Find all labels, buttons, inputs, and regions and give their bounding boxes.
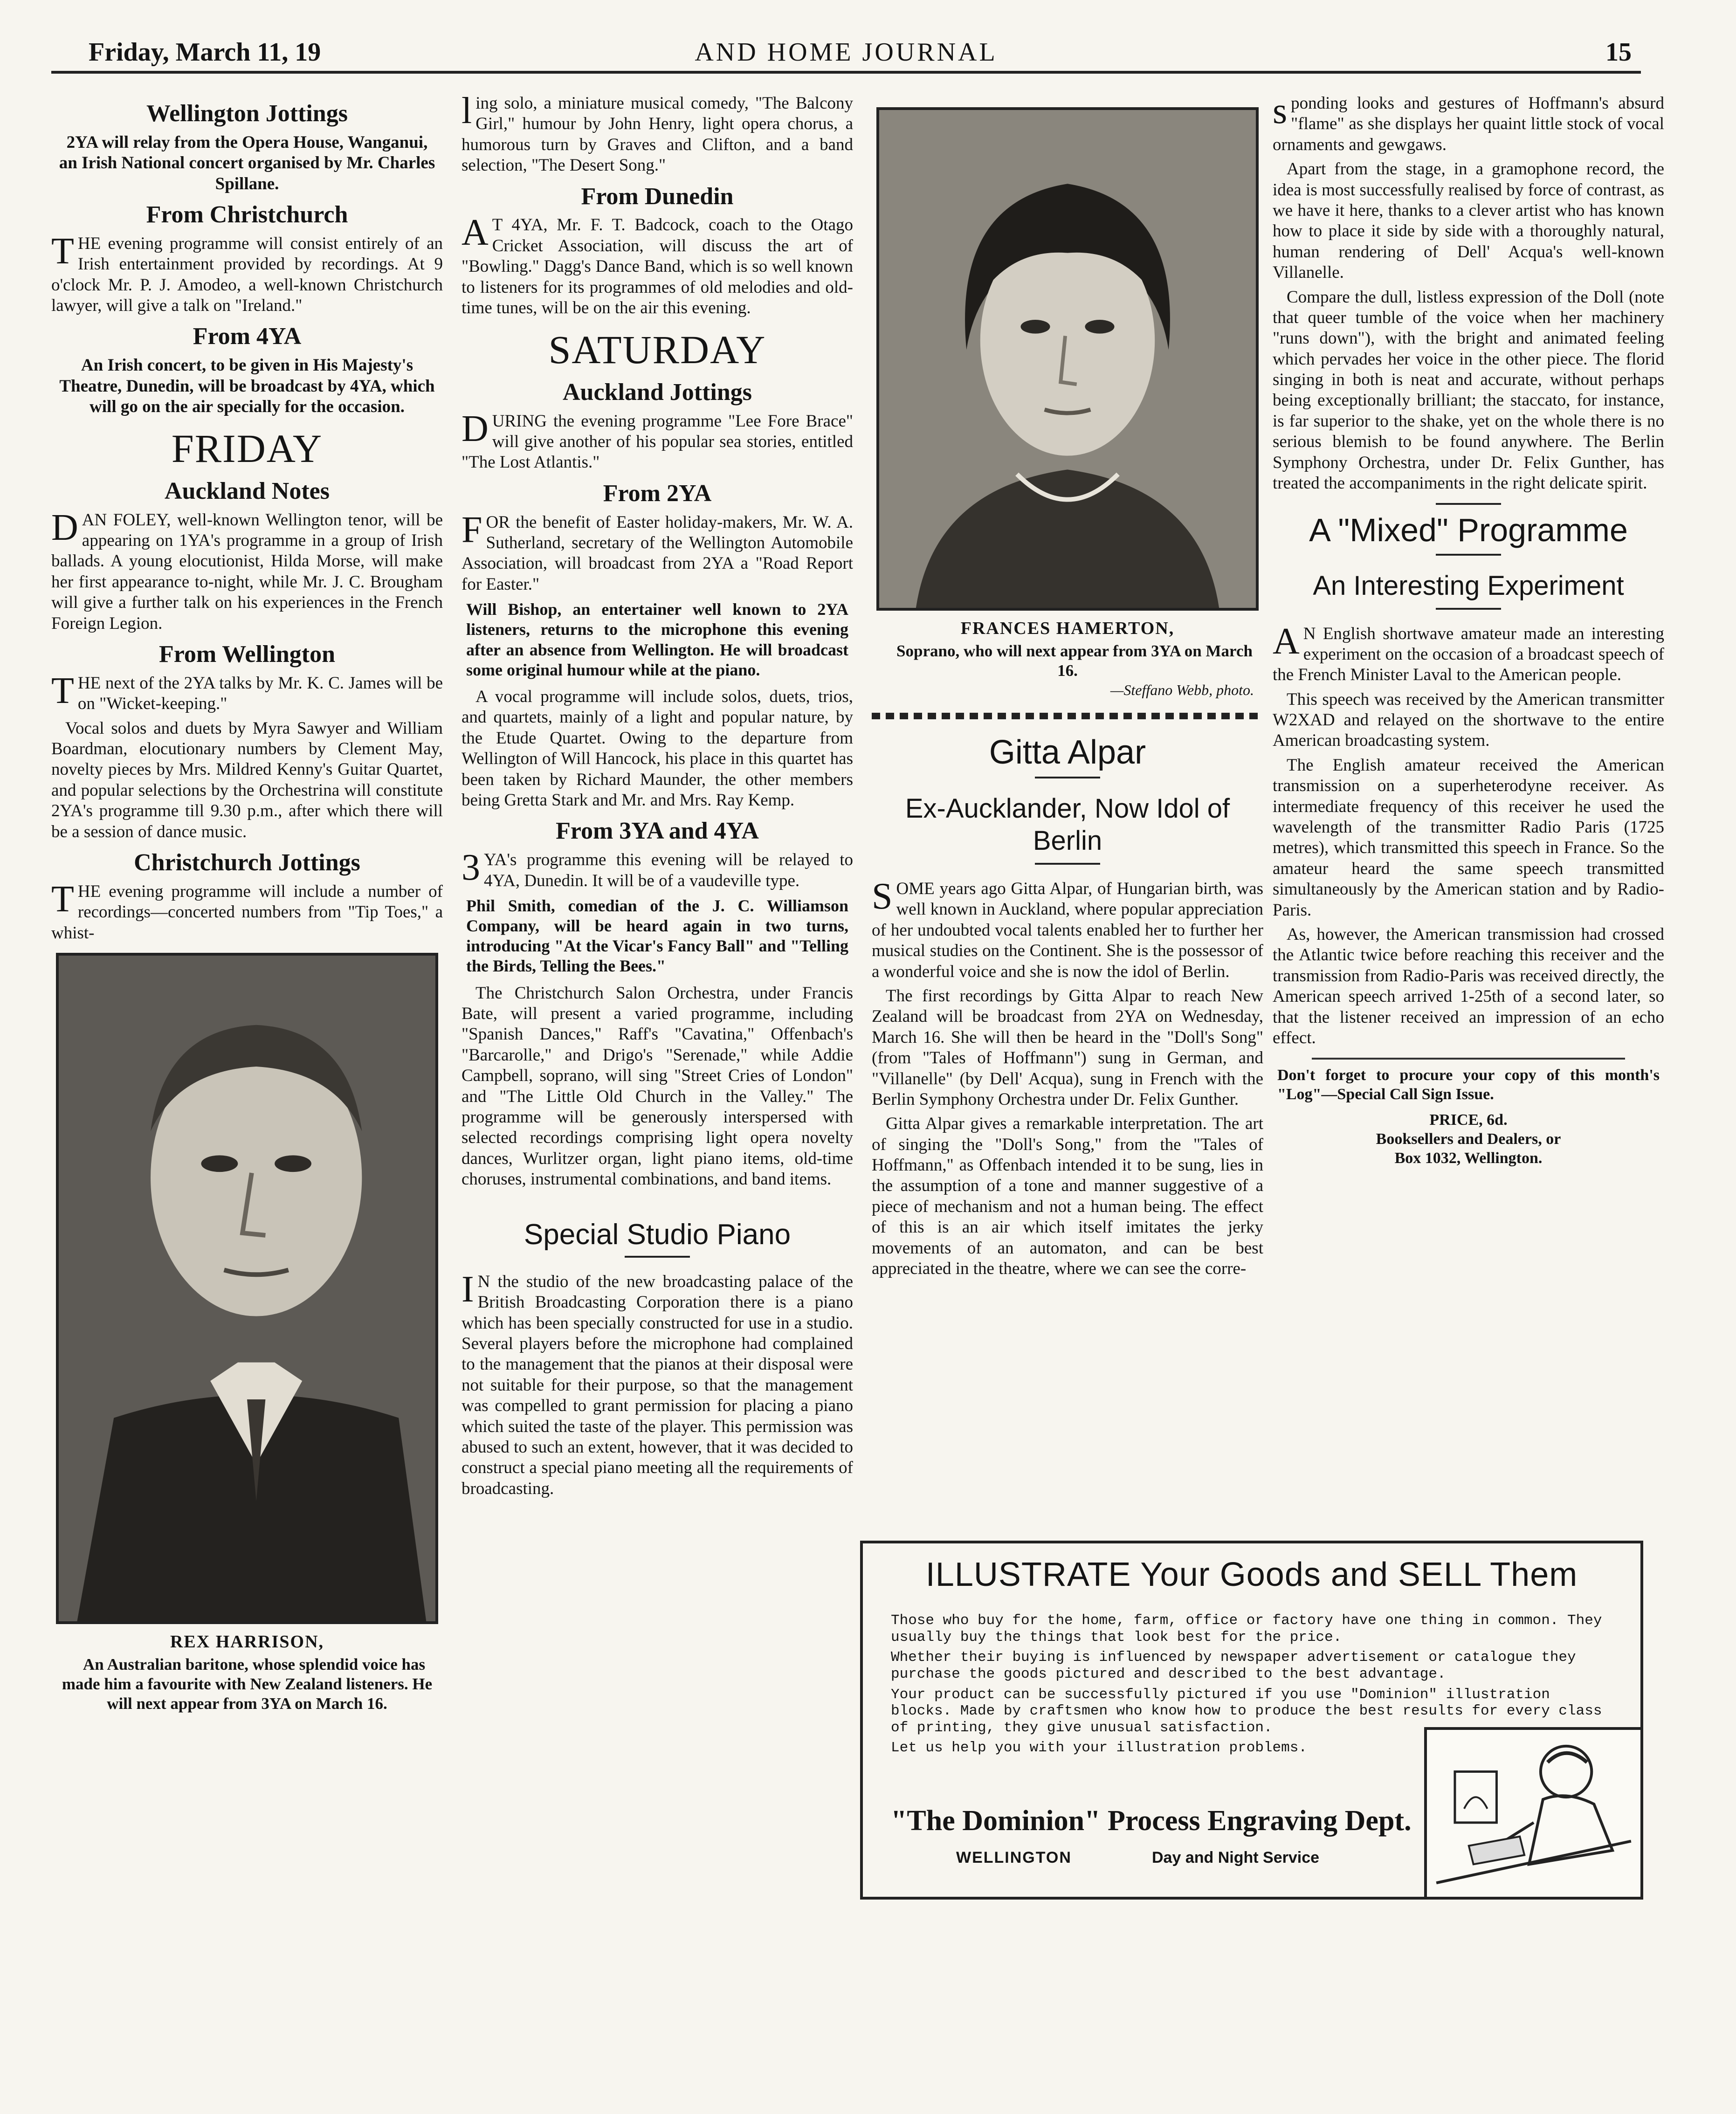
article-paragraph: FOR the benefit of Easter holiday-makers, Mr. W. A. Sutherland, secretary of the Wellington Automobile Association, will broadcast from 2YA a "Road Report for Easter." <box>462 509 853 594</box>
ad-paragraph: Those who buy for the home, farm, office or factory have one thing in common. They usually buy the things that look best for the price. <box>891 1612 1602 1646</box>
article-paragraph: This speech was received by the American transmitter W2XAD and relayed on the shortwave to the entire American broadcasting system. <box>1273 689 1664 751</box>
rex-harrison-photo <box>56 953 438 1624</box>
log-price: PRICE, 6d. <box>1429 1111 1508 1129</box>
section-heading: Auckland Jottings <box>563 379 752 406</box>
article-note: Phil Smith, comedian of the J. C. Williamson Company, will be heard again in two turns, introducing "At the Vicar's Fancy Ball" and "Telling the Birds, Telling the Bees." <box>466 896 848 976</box>
photo-caption: Soprano, who will next appear from 3YA on March 16. <box>896 642 1253 680</box>
title-rule <box>1436 608 1501 610</box>
ad-title: ILLUSTRATE Your Goods and SELL Them <box>925 1556 1578 1593</box>
article-paragraph: Gitta Alpar gives a remarkable interpretation. The art of singing the "Doll's Song," from the "Tales of Hoffmann," as Offenbach intended it to be sung, lies in the assumption of a tone and manner suggestive of a piece of mechanism and not a human being. The effect of this is an air which itself imitates the jerky movements of an automaton, and can be best appreciated in the theatre, where we can see the corre- <box>872 1114 1263 1279</box>
ad-brand: "The Dominion" Process Engraving Dept. <box>891 1805 1412 1837</box>
article-paragraph: DURING the evening programme "Lee Fore Brace" will give another of his popular sea stories, entitled "The Lost Atlantis." <box>462 408 853 472</box>
article-paragraph: DAN FOLEY, well-known Wellington tenor, will be appearing on 1YA's programme in a group of Irish ballads. A young elocutionist, Hilda Morse, will make her first appearance to-night, while Mr. J. C. Brougham will give a further talk on his experiences in the French Foreign Legion. <box>51 507 443 633</box>
divider <box>872 713 1263 719</box>
article-note: An Irish concert, to be given in His Majesty's Theatre, Dunedin, will be broadcast by 4YA, which will go on the air specially for the occasion. <box>59 356 435 416</box>
column-1 <box>51 93 443 2065</box>
day-title: FRIDAY <box>171 426 323 471</box>
ad-paragraph: Let us help you with your illustration problems. <box>891 1740 1307 1756</box>
log-box: Box 1032, Wellington. <box>1394 1149 1543 1167</box>
title-rule <box>1035 777 1100 778</box>
engraving-advertisement <box>860 1541 1643 1900</box>
photo-caption-name: FRANCES HAMERTON, <box>960 619 1175 638</box>
article-paragraph: The Christchurch Salon Orchestra, under Francis Bate, will present a varied programme, including "Spanish Dances," Raff's "Cavatina," Offenbach's "Barcarolle," and Drigo's "Serenade," while Addie Campbell, soprano, will sing "Street Cries of London" and "The Little Old Church in the Valley." The programme will be generously interspersed with selected recordings comprising light opera novelty dances, Wurlitzer organ, light piano items, old-time choruses, instrumental combinations, and band items. <box>462 983 853 1189</box>
article-note: 2YA will relay from the Opera House, Wanganui, an Irish National concert organised by Mr. Charles Spillane. <box>59 132 435 193</box>
ad-paragraph: Whether their buying is influenced by newspaper advertisement or catalogue they purchase the goods pictured and described to the best advantage. <box>891 1649 1576 1682</box>
log-sellers: Booksellers and Dealers, or <box>1376 1130 1561 1148</box>
article-title: A "Mixed" Programme <box>1309 512 1628 549</box>
article-paragraph: SOME years ago Gitta Alpar, of Hungarian birth, was well known in Auckland, where popular appreciation of her undoubted vocal talents enabled her to further her musical studies on the Continent. She is the possessor of a wonderful voice and she is now the idol of Berlin. <box>872 875 1263 981</box>
article-subtitle: Ex-Aucklander, Now Idol of Berlin <box>905 793 1230 856</box>
divider <box>1312 1058 1625 1060</box>
article-paragraph: AN English shortwave amateur made an interesting experiment on the occasion of a broadcast speech of the French Minister Laval to the American people. <box>1273 620 1664 685</box>
section-heading: Auckland Notes <box>165 477 330 504</box>
article-paragraph: IN the studio of the new broadcasting palace of the British Broadcasting Corporation there is a piano which has been specially constructed for use in a studio. Several players before the microphone had complained to the management that the pianos at their disposal were not suitable for their purpose, so that the management was compelled to grant permission for placing a piano which suited the taste of the player. This permission was abused to such an extent, however, that it was decided to construct a special piano meeting all the requirements of broadcasting. <box>462 1268 853 1498</box>
article-note: Will Bishop, an entertainer well known to 2YA listeners, returns to the microphone this evening after an absence from Wellington. He will broadcast some original humour while at the piano. <box>466 600 848 679</box>
log-notice: Don't forget to procure your copy of this month's "Log"—Special Call Sign Issue. <box>1277 1067 1660 1103</box>
section-heading: Wellington Jottings <box>146 100 348 127</box>
article-title: Special Studio Piano <box>524 1218 791 1251</box>
ad-city: WELLINGTON <box>956 1849 1072 1866</box>
section-heading: From Wellington <box>159 641 335 668</box>
issue-date: Friday, March 11, 19 <box>89 38 321 67</box>
article-paragraph: As, however, the American transmission had crossed the Atlantic twice before reaching this receiver and the transmission from Radio-Paris was received directly, the American speech arrived 1-25th of a second later, so that the listener received an impression of an echo effect. <box>1273 924 1664 1047</box>
photo-caption: An Australian baritone, whose splendid voice has made him a favourite with New Zealand listeners. He will next appear from 3YA on March 16. <box>62 1655 433 1713</box>
article-paragraph: 3YA's programme this evening will be relayed to 4YA, Dunedin. It will be of a vaudeville type. <box>462 847 853 890</box>
page-header <box>51 34 1641 74</box>
article-paragraph: THE next of the 2YA talks by Mr. K. C. James will be on "Wicket-keeping." <box>51 670 443 714</box>
journal-name: AND HOME JOURNAL <box>695 38 998 67</box>
title-rule <box>1035 863 1100 865</box>
article-paragraph: AT 4YA, Mr. F. T. Badcock, coach to the Otago Cricket Association, will discuss the art of "Bowling." Dagg's Dance Band, which is so well known to listeners for its programmes of old melodies and old-time tunes, will be on the air this evening. <box>462 212 853 317</box>
day-title: SATURDAY <box>548 327 766 372</box>
article-paragraph: Vocal solos and duets by Myra Sawyer and William Boardman, elocutionary numbers by Clement May, novelty pieces by Mrs. Mildred Kenny's Guitar Quartet, and popular selections by the Orchestrina will constitute 2YA's programme till 9.30 p.m., after which there will be a session of dance music. <box>51 718 443 841</box>
photo-credit: —Steffano Webb, photo. <box>1110 682 1254 698</box>
article-paragraph: THE evening programme will consist entirely of an Irish entertainment provided by recordings. At 9 o'clock Mr. P. J. Amodeo, a well-known Christchurch lawyer, will give a talk on "Ireland." <box>51 230 443 315</box>
ad-paragraph: Your product can be successfully pictured if you use "Dominion" illustration blocks. Made by craftsmen who know how to produce the best results for every class of printing, they give unusual satisfaction. <box>891 1686 1602 1736</box>
photo-caption-name: REX HARRISON, <box>170 1632 324 1652</box>
article-paragraph: Compare the dull, listless expression of the Doll (note that queer tumble of the voice when her machinery "runs down"), with the bright and animated feeling which pervades her voice in the other piece. The florid singing in both is neat and accurate, without perhaps being exceptionally brilliant; the staccato, for instance, is far superior to the shake, yet on the whole there is no serious blemish to be found anywhere. The Berlin Symphony Orchestra, under Dr. Felix Gunther, has treated the accompaniments in the right delicate spirit. <box>1273 287 1664 493</box>
column-3 <box>872 93 1263 1520</box>
article-paragraph: sponding looks and gestures of Hoffmann's absurd "flame" as she displays her quaint little stock of vocal ornaments and gewgaws. <box>1273 93 1664 154</box>
section-heading: From 4YA <box>193 323 302 350</box>
article-paragraph: A vocal programme will include solos, duets, trios, and quartets, mainly of a light and popular nature, by the Etude Quartet. Owing to the departure from Wellington of Will Hancock, his place in this quartet has been taken by Richard Maunder, the other members being Gretta Stark and Mr. and Mrs. Ray Kemp. <box>462 687 853 810</box>
section-heading: From 2YA <box>603 480 712 507</box>
section-heading: From Christchurch <box>146 201 348 228</box>
title-rule <box>625 1256 690 1258</box>
article-paragraph: The English amateur received the American transmission on a superheterodyne receiver. As intermediate frequency of this receiver he used the wavelength of the transmitter Radio Paris (1725 metres), which transmitted this speech in France. So the amateur heard the same speech transmitted simultaneously by the American station and by Radio-Paris. <box>1273 755 1664 920</box>
column-4 <box>1273 93 1664 1520</box>
title-rule <box>1436 503 1501 505</box>
article-title: Gitta Alpar <box>989 734 1146 771</box>
title-rule <box>1436 554 1501 556</box>
ad-service: Day and Night Service <box>1152 1849 1320 1866</box>
frances-hamerton-photo <box>876 107 1259 611</box>
engraver-illustration <box>1424 1727 1643 1900</box>
article-paragraph: The first recordings by Gitta Alpar to reach New Zealand will be broadcast from 2YA on Wednesday, March 16. She will then be heard in the "Doll's Song" (from "Tales of Hoffmann") sung in German, and "Villanelle" (by Dell' Acqua), sung in French with the Berlin Symphony Orchestra under Dr. Felix Gunther. <box>872 986 1263 1109</box>
article-paragraph: Apart from the stage, in a gramophone record, the idea is most successfully realised by force of contrast, as we have it here, thanks to a clever artist who has known how to place it side by side with a thoroughly natural, human rendering of Dell' Acqua's well-known Villanelle. <box>1273 159 1664 282</box>
section-heading: From 3YA and 4YA <box>556 818 759 845</box>
article-paragraph: THE evening programme will include a number of recordings—concerted numbers from "Tip Toes," a whist- <box>51 878 443 943</box>
section-heading: From Dunedin <box>581 183 734 210</box>
article-paragraph: ling solo, a miniature musical comedy, "The Balcony Girl," humour by John Henry, light opera chorus, a humorous turn by Graves and Clifton, and a band selection, "The Desert Song." <box>462 93 853 175</box>
page-number: 15 <box>1605 38 1632 67</box>
section-heading: Christchurch Jottings <box>134 849 360 876</box>
column-2 <box>462 93 853 2065</box>
article-subtitle: An Interesting Experiment <box>1313 570 1624 601</box>
